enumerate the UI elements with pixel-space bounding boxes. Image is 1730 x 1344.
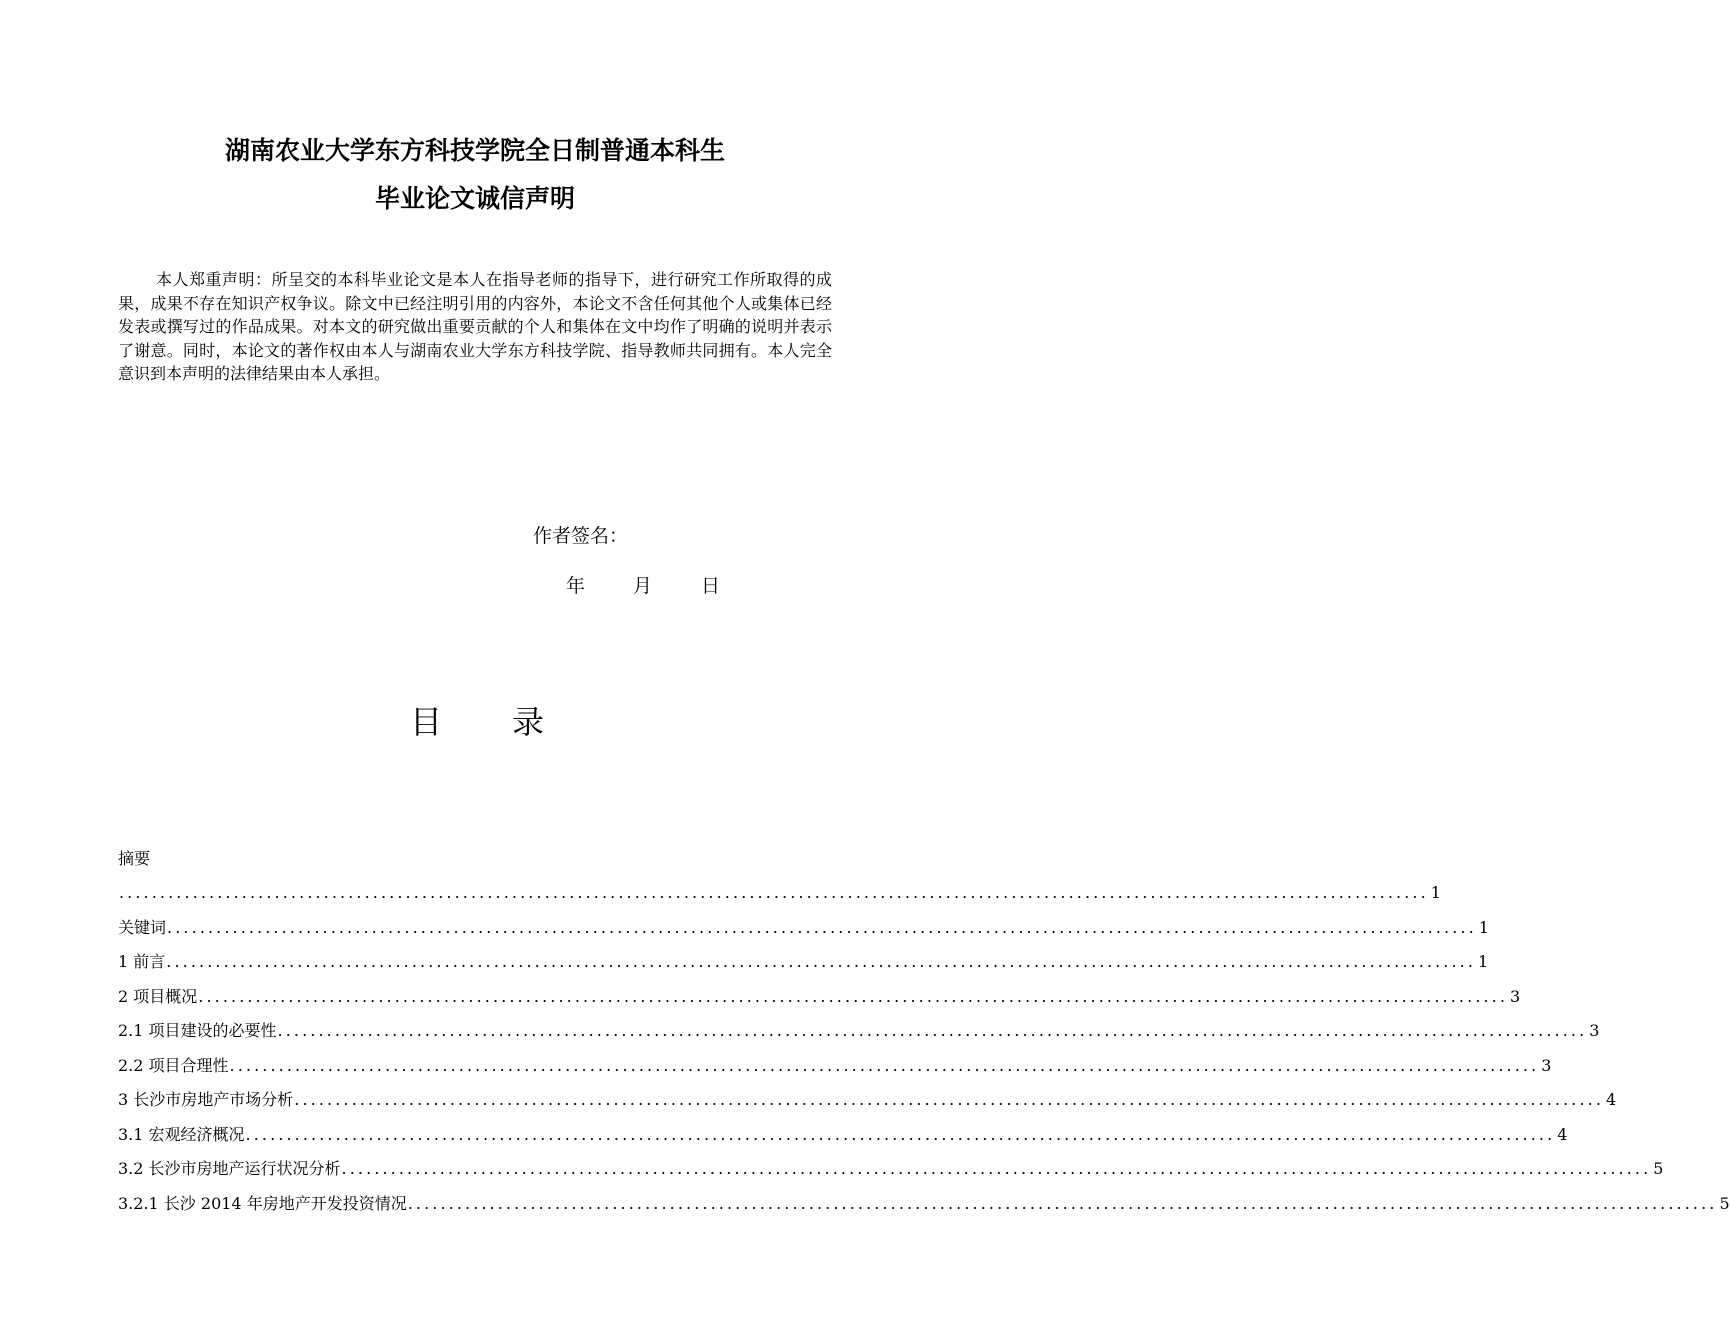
integrity-statement: 本人郑重声明：所呈交的本科毕业论文是本人在指导老师的指导下，进行研究工作所取得的成果，成果不存在知识产权争议。除文中已经注明引用的内容外，本论文不含任何其他个人或集体已经发表或撰写过的作品成果。对本文的研究做出重要贡献的个人和集体在文中均作了明确的说明并表示了谢意。同时，本论文的著作权由本人与湖南农业大学东方科技学院、指导教师共同拥有。本人完全意识到本声明的法律结果由本人承担。 bbox=[118, 270, 832, 383]
toc-entry-page: 1 bbox=[1478, 917, 1489, 937]
toc-entry[interactable] bbox=[118, 876, 1441, 911]
document-title-line-2: 毕业论文诚信声明 bbox=[374, 184, 575, 213]
toc-leader-dots: ................................................................................................................................................................ bbox=[407, 1193, 1718, 1213]
toc-heading-char-2: 录 bbox=[512, 703, 545, 741]
toc-entry-label: 2 项目概况 bbox=[118, 986, 198, 1006]
toc-entry-label: 1 前言 bbox=[118, 952, 166, 971]
toc-entry-page: 5 bbox=[1653, 1159, 1664, 1178]
toc-entry-label: 2.2 项目合理性 bbox=[118, 1055, 229, 1075]
toc-entry[interactable] bbox=[118, 911, 1489, 946]
toc-leader-dots: ................................................................................................................................................................ bbox=[294, 1090, 1605, 1109]
toc-entry-label: 3.2.1 长沙 2014 年房地产开发投资情况 bbox=[118, 1193, 407, 1213]
author-signature-label: 作者签名： bbox=[533, 525, 629, 547]
date-month-label: 月 bbox=[633, 575, 653, 597]
toc-entry-page: 4 bbox=[1557, 1124, 1568, 1144]
toc-leader-dots: ................................................................................................................................................................ bbox=[341, 1159, 1652, 1178]
toc-entry-page: 5 bbox=[1719, 1193, 1730, 1213]
toc-entry-label: 2.1 项目建设的必要性 bbox=[118, 1021, 277, 1040]
toc-entry-label: 3 长沙市房地产市场分析 bbox=[118, 1090, 294, 1109]
toc-heading bbox=[0, 700, 950, 744]
toc-leader-dots: ................................................................................................................................................................ bbox=[277, 1021, 1588, 1040]
toc-entry[interactable] bbox=[118, 1014, 1600, 1049]
toc-entry[interactable] bbox=[118, 1083, 1617, 1118]
toc-entry[interactable] bbox=[118, 1049, 1552, 1084]
toc-entry-page: 3 bbox=[1541, 1055, 1552, 1075]
toc-leader-dots: ................................................................................................................................................................ bbox=[119, 883, 1429, 902]
toc-entry-page: 3 bbox=[1589, 1021, 1600, 1040]
table-of-contents bbox=[118, 842, 1730, 1221]
toc-entry-page: 1 bbox=[1430, 883, 1441, 902]
toc-leader-dots: ................................................................................................................................................................ bbox=[245, 1124, 1556, 1144]
date-year-label: 年 bbox=[566, 575, 586, 597]
toc-entry[interactable] bbox=[118, 1118, 1568, 1153]
toc-entry[interactable] bbox=[118, 980, 1521, 1015]
toc-entry[interactable] bbox=[118, 945, 1489, 980]
toc-heading-char-1: 目 bbox=[410, 703, 443, 741]
toc-entry-label: 关键词 bbox=[118, 917, 167, 937]
toc-entry[interactable] bbox=[118, 1187, 1730, 1222]
toc-leader-dots: ................................................................................................................................................................ bbox=[166, 952, 1477, 971]
toc-leader-dots: ................................................................................................................................................................ bbox=[167, 917, 1477, 937]
toc-leader-dots: ................................................................................................................................................................ bbox=[229, 1055, 1540, 1075]
toc-leader-dots: ................................................................................................................................................................ bbox=[198, 986, 1509, 1006]
toc-entry-page: 1 bbox=[1478, 952, 1489, 971]
toc-abstract-label: 摘要 bbox=[118, 849, 151, 868]
toc-entry-page: 3 bbox=[1510, 986, 1521, 1006]
toc-entry-label: 3.2 长沙市房地产运行状况分析 bbox=[118, 1159, 341, 1178]
date-day-label: 日 bbox=[701, 575, 721, 597]
toc-entry-label: 3.1 宏观经济概况 bbox=[118, 1124, 245, 1144]
document-title-line-1: 湖南农业大学东方科技学院全日制普通本科生 bbox=[224, 136, 725, 165]
toc-entry-page: 4 bbox=[1606, 1090, 1617, 1109]
toc-entry[interactable] bbox=[118, 1152, 1664, 1187]
